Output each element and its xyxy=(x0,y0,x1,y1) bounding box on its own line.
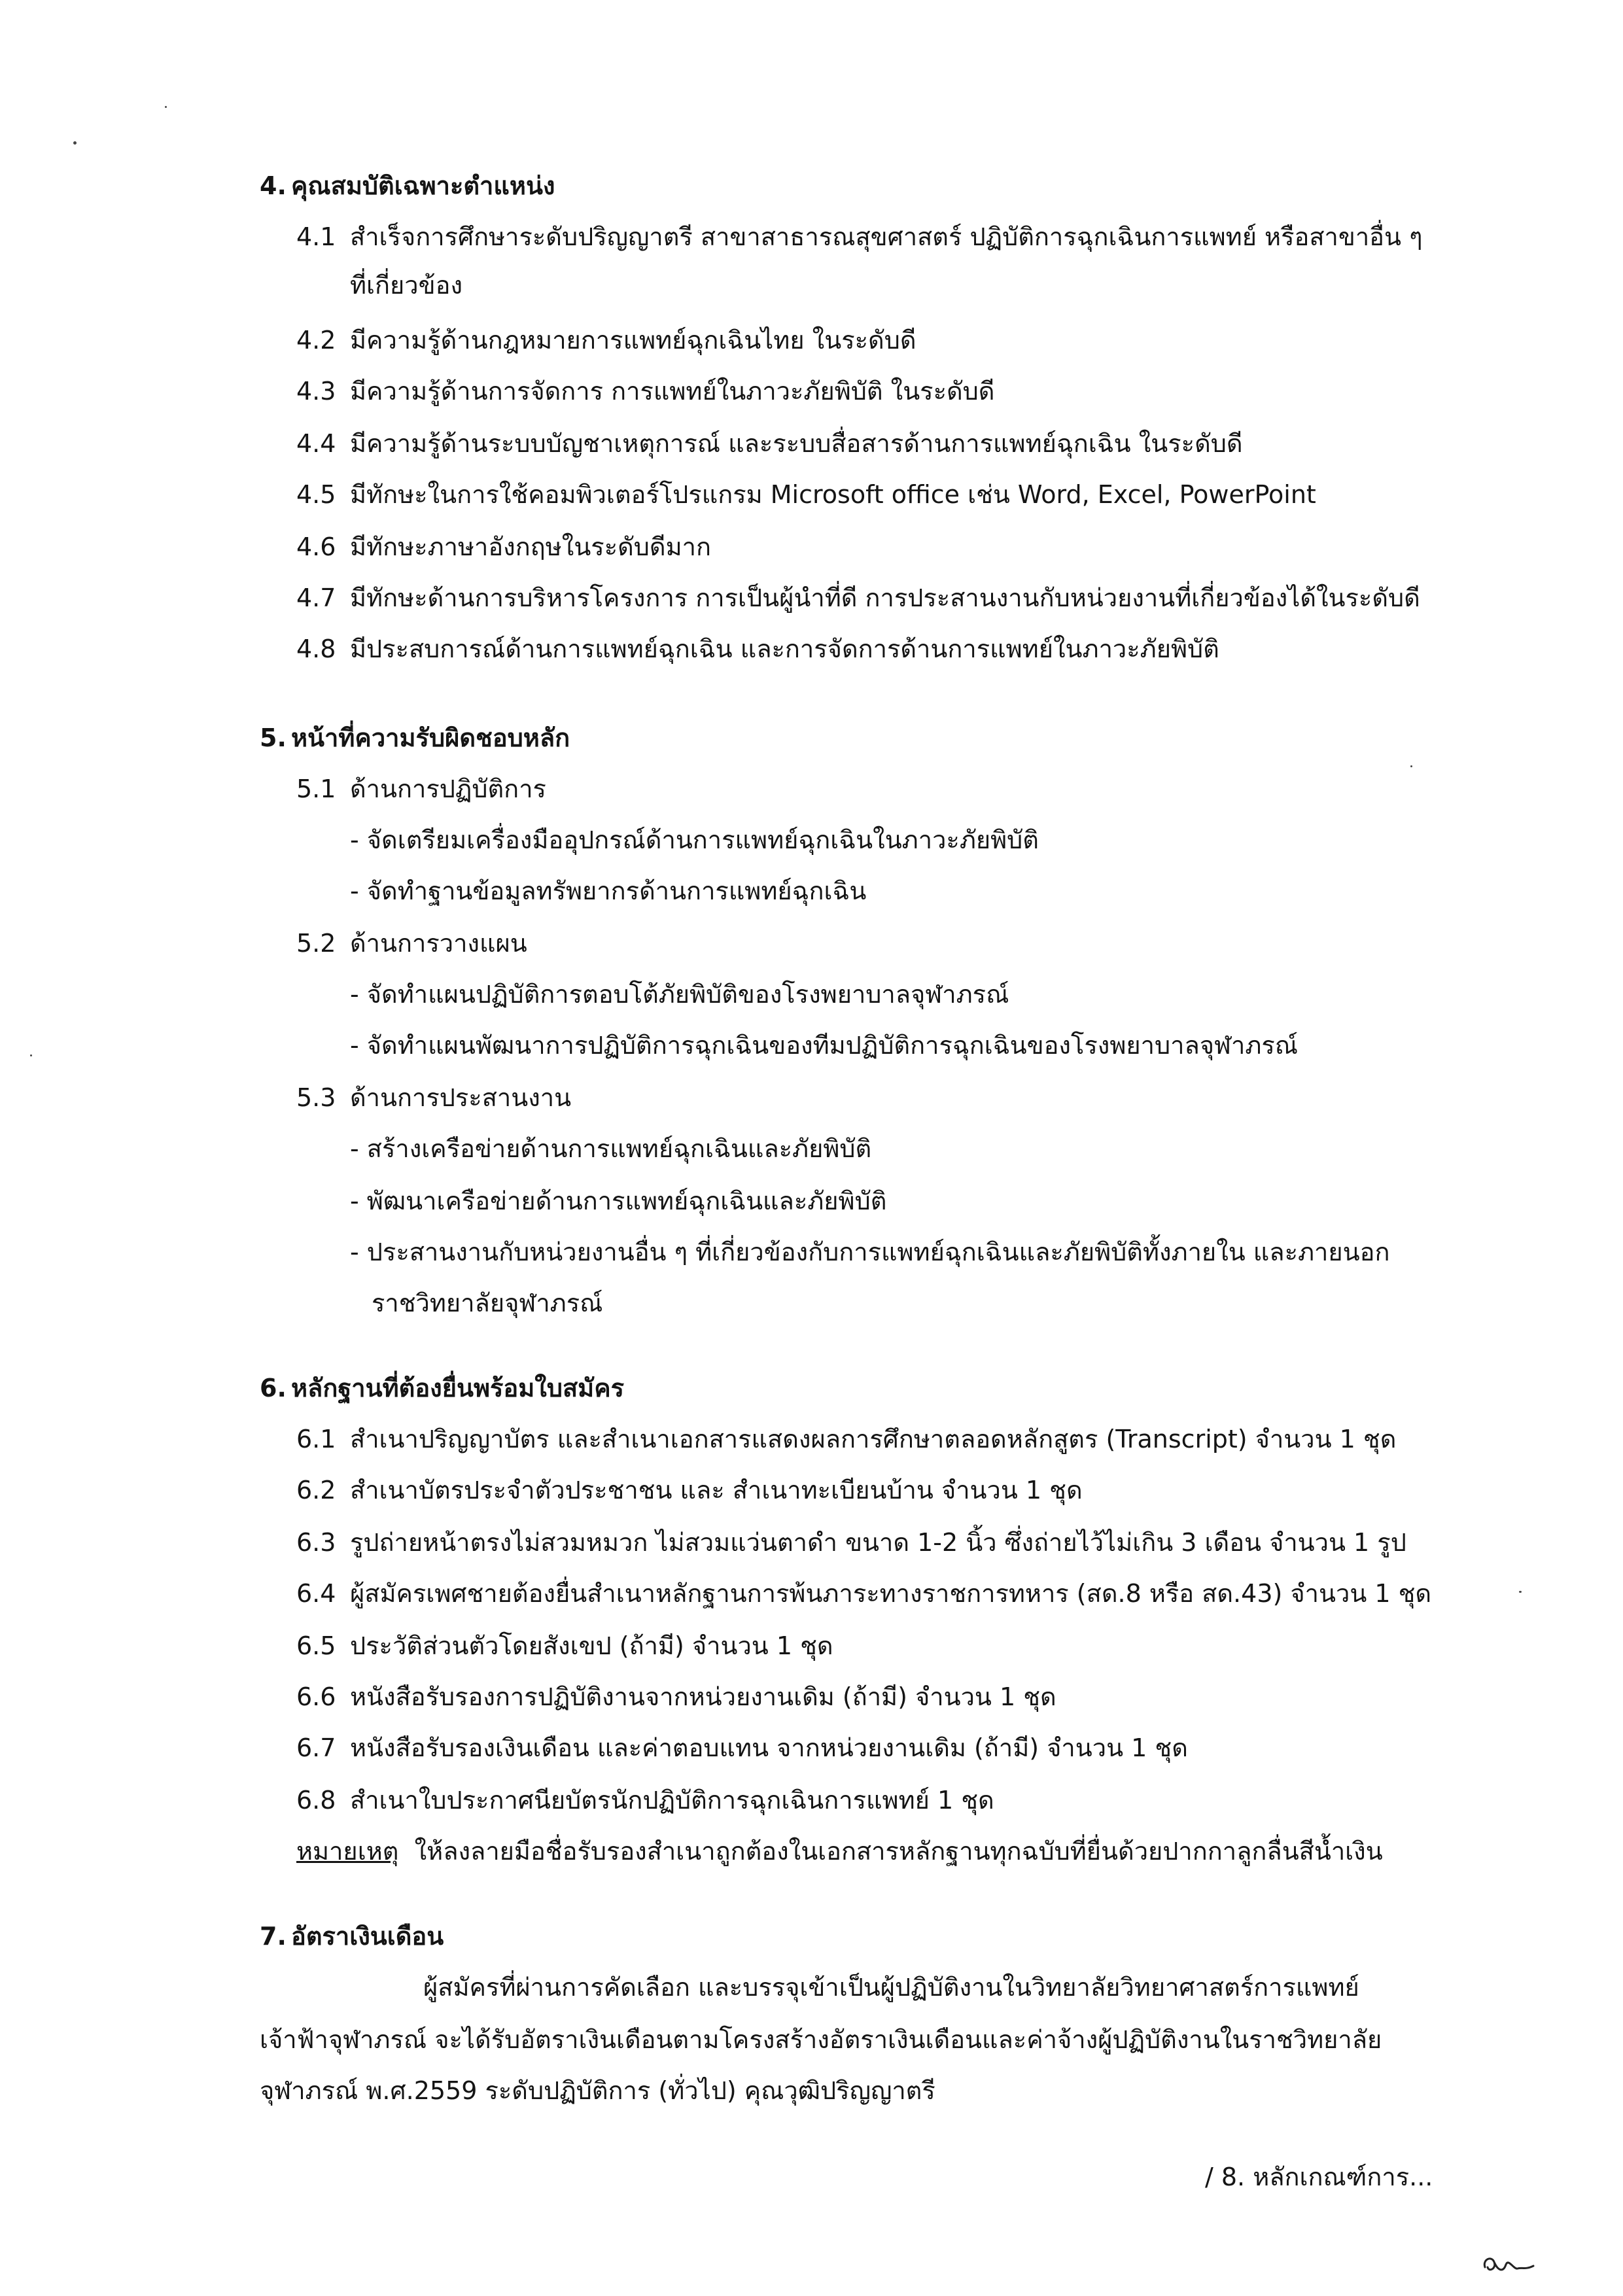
item-4-2: 4.2 มีความรู้ด้านกฎหมายการแพทย์ฉุกเฉินไทย ในระดับดี xyxy=(296,326,916,355)
item-4-6: 4.6 มีทักษะภาษาอังกฤษในระดับดีมาก xyxy=(296,532,712,561)
item-6-8: 6.8 สำเนาใบประกาศนียบัตรนักปฏิบัติการฉุกเฉินการแพทย์ 1 ชุด xyxy=(296,1786,994,1815)
continuation-note: / 8. หลักเกณฑ์การ... xyxy=(1205,2163,1433,2191)
section-7-heading: 7. อัตราเงินเดือน xyxy=(260,1922,444,1951)
scan-speck xyxy=(73,141,77,145)
scan-speck xyxy=(1410,765,1412,767)
scan-speck xyxy=(165,106,167,108)
item-4-7: 4.7 มีทักษะด้านการบริหารโครงการ การเป็นผู้นำที่ดี การประสานงานกับหน่วยงานที่เกี่ยวข้องได้ในระดับดี xyxy=(296,583,1420,612)
salary-paragraph-line-3: จุฬาภรณ์ พ.ศ.2559 ระดับปฏิบัติการ (ทั่วไป) คุณวุฒิปริญญาตรี xyxy=(260,2076,935,2105)
item-6-3: 6.3 รูปถ่ายหน้าตรงไม่สวมหมวก ไม่สวมแว่นตาดำ ขนาด 1-2 นิ้ว ซึ่งถ่ายไว้ไม่เกิน 3 เดือน จำนวน 1 รูป xyxy=(296,1528,1406,1557)
item-4-4: 4.4 มีความรู้ด้านระบบบัญชาเหตุการณ์ และระบบสื่อสารด้านการแพทย์ฉุกเฉิน ในระดับดี xyxy=(296,429,1243,458)
section-6-heading: 6. หลักฐานที่ต้องยื่นพร้อมใบสมัคร xyxy=(260,1374,625,1402)
item-6-5: 6.5 ประวัติส่วนตัวโดยสังเขป (ถ้ามี) จำนวน 1 ชุด xyxy=(296,1631,833,1660)
item-6-7: 6.7 หนังสือรับรองเงินเดือน และค่าตอบแทน จากหน่วยงานเดิม (ถ้ามี) จำนวน 1 ชุด xyxy=(296,1733,1188,1762)
subsection-5-2: 5.2 ด้านการวางแผน xyxy=(296,929,527,958)
item-6-1: 6.1 สำเนาปริญญาบัตร และสำเนาเอกสารแสดงผลการศึกษาตลอดหลักสูตร (Transcript) จำนวน 1 ชุด xyxy=(296,1425,1397,1453)
note-label: หมายเหตุ xyxy=(296,1837,399,1866)
item-4-5: 4.5 มีทักษะในการใช้คอมพิวเตอร์โปรแกรม Microsoft office เช่น Word, Excel, PowerPoint xyxy=(296,480,1316,509)
item-6-4: 6.4 ผู้สมัครเพศชายต้องยื่นสำเนาหลักฐานการพ้นภาระทางราชการทหาร (สด.8 หรือ สด.43) จำนวน 1 ชุด xyxy=(296,1579,1432,1608)
section-4-heading: 4. คุณสมบัติเฉพาะตำแหน่ง xyxy=(260,171,555,200)
bullet-5-1-a: - จัดเตรียมเครื่องมืออุปกรณ์ด้านการแพทย์ฉุกเฉินในภาวะภัยพิบัติ xyxy=(350,826,1039,854)
note-text: ให้ลงลายมือชื่อรับรองสำเนาถูกต้องในเอกสารหลักฐานทุกฉบับที่ยื่นด้วยปากกาลูกลื่นสีน้ำเงิน xyxy=(414,1837,1383,1866)
item-6-2: 6.2 สำเนาบัตรประจำตัวประชาชน และ สำเนาทะเบียนบ้าน จำนวน 1 ชุด xyxy=(296,1476,1083,1505)
item-4-3: 4.3 มีความรู้ด้านการจัดการ การแพทย์ในภาวะภัยพิบัติ ในระดับดี xyxy=(296,377,995,406)
item-4-1: 4.1 สำเร็จการศึกษาระดับปริญญาตรี สาขาสาธารณสุขศาสตร์ ปฏิบัติการฉุกเฉินการแพทย์ หรือสาขาอื่น ๆ xyxy=(296,222,1423,251)
note xyxy=(296,1834,1383,1868)
bullet-5-2-b: - จัดทำแผนพัฒนาการปฏิบัติการฉุกเฉินของทีมปฏิบัติการฉุกเฉินของโรงพยาบาลจุฬาภรณ์ xyxy=(350,1031,1299,1060)
item-4-8: 4.8 มีประสบการณ์ด้านการแพทย์ฉุกเฉิน และการจัดการด้านการแพทย์ในภาวะภัยพิบัติ xyxy=(296,635,1219,663)
bullet-5-1-b: - จัดทำฐานข้อมูลทรัพยากรด้านการแพทย์ฉุกเฉิน xyxy=(350,877,867,905)
item-4-1-cont: ที่เกี่ยวข้อง xyxy=(350,271,463,300)
subsection-5-3: 5.3 ด้านการประสานงาน xyxy=(296,1083,572,1112)
bullet-5-3-c: - ประสานงานกับหน่วยงานอื่น ๆ ที่เกี่ยวข้องกับการแพทย์ฉุกเฉินและภัยพิบัติทั้งภายใน และภายนอก xyxy=(350,1238,1390,1266)
bullet-5-3-c-cont: ราชวิทยาลัยจุฬาภรณ์ xyxy=(372,1289,603,1317)
salary-paragraph-line-2: เจ้าฟ้าจุฬาภรณ์ จะได้รับอัตราเงินเดือนตามโครงสร้างอัตราเงินเดือนและค่าจ้างผู้ปฏิบัติงานในราชวิทยาลัย xyxy=(260,2025,1382,2054)
handwritten-initials xyxy=(1480,2250,1539,2283)
scan-speck xyxy=(1519,1591,1522,1593)
bullet-5-3-a: - สร้างเครือข่ายด้านการแพทย์ฉุกเฉินและภัยพิบัติ xyxy=(350,1134,872,1163)
subsection-5-1: 5.1 ด้านการปฏิบัติการ xyxy=(296,774,546,803)
bullet-5-3-b: - พัฒนาเครือข่ายด้านการแพทย์ฉุกเฉินและภัยพิบัติ xyxy=(350,1187,887,1215)
section-5-heading: 5. หน้าที่ความรับผิดชอบหลัก xyxy=(260,723,570,752)
salary-paragraph-line-1: ผู้สมัครที่ผ่านการคัดเลือก และบรรจุเข้าเป็นผู้ปฏิบัติงานในวิทยาลัยวิทยาศาสตร์การแพทย์ xyxy=(423,1973,1359,2002)
item-6-6: 6.6 หนังสือรับรองการปฏิบัติงานจากหน่วยงานเดิม (ถ้ามี) จำนวน 1 ชุด xyxy=(296,1682,1056,1711)
bullet-5-2-a: - จัดทำแผนปฏิบัติการตอบโต้ภัยพิบัติของโรงพยาบาลจุฬาภรณ์ xyxy=(350,980,1009,1009)
scan-speck xyxy=(30,1054,32,1056)
